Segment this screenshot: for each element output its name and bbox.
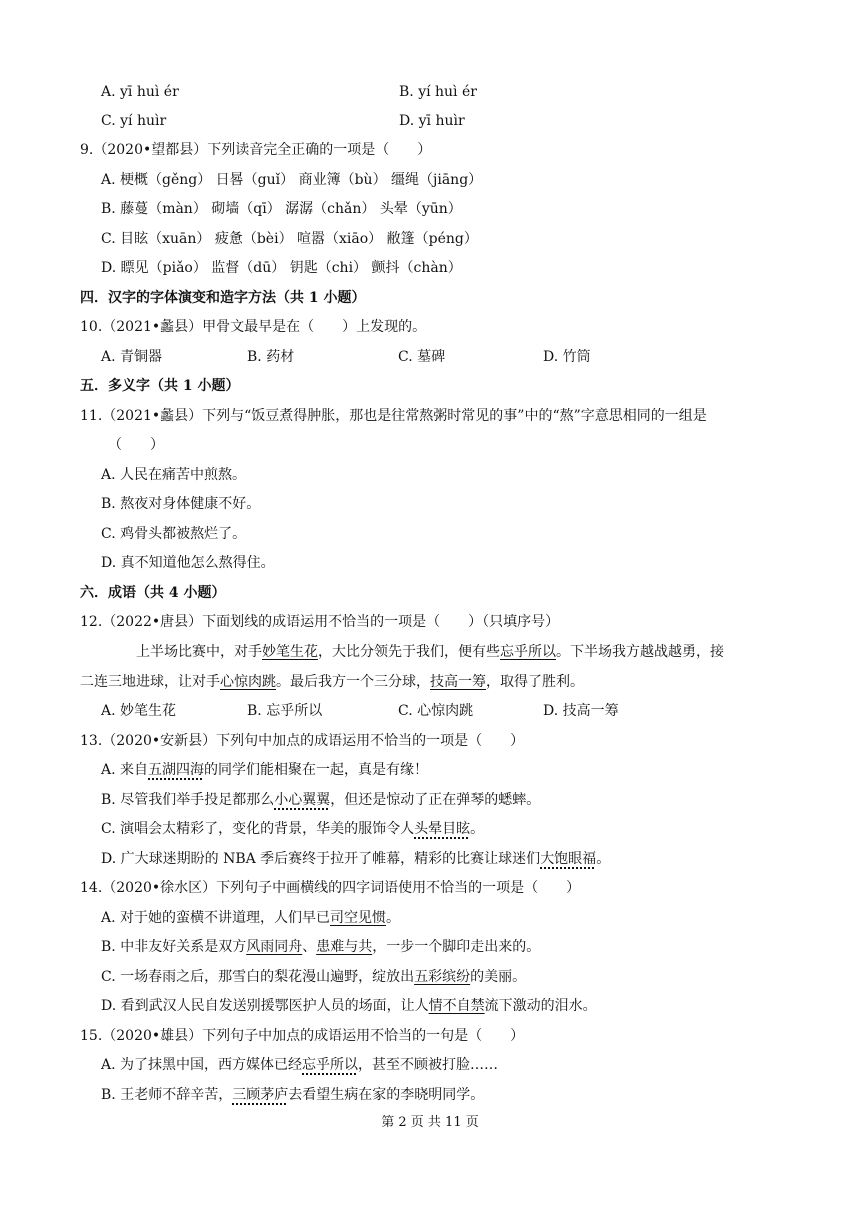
section-heading-5: 五．多义字（共 1 小题）	[80, 378, 240, 394]
q15-option-a: A. 为了抹黑中国，西方媒体已经忘乎所以，甚至不顾被打脸……	[101, 1057, 499, 1073]
q13-option-a: A. 来自五湖四海的同学们能相聚在一起，真是有缘！	[101, 762, 429, 778]
q9-option-a: A. 梗概（gěng） 日晷（guǐ） 商业簿（bù） 缰绳（jiāng）	[101, 172, 483, 188]
q8-option-b: B. yí huì ér	[399, 84, 477, 100]
q14-stem: 14.（2020•徐水区）下列句子中画横线的四字词语使用不恰当的一项是（ ）	[80, 880, 581, 896]
dotted-idiom: 三顾茅庐	[232, 1087, 289, 1103]
q11-option-b: B. 熬夜对身体健康不好。	[101, 496, 261, 512]
section-heading-4: 四．汉字的字体演变和造字方法（共 1 小题）	[80, 290, 366, 306]
q14-option-c: C. 一场春雨之后，那雪白的梨花漫山遍野，绽放出五彩缤纷的美丽。	[101, 969, 527, 985]
q15-option-b: B. 王老师不辞辛苦，三顾茅庐去看望生病在家的李晓明同学。	[101, 1087, 485, 1103]
page-footer: 第 2 页 共 11 页	[381, 1115, 479, 1130]
q11-option-c: C. 鸡骨头都被熬烂了。	[101, 526, 247, 542]
underlined-idiom: 情不自禁	[428, 998, 485, 1014]
underlined-idiom: 忘乎所以	[500, 644, 556, 660]
underlined-idiom: 妙笔生花	[262, 644, 318, 660]
dotted-idiom: 大饱眼福	[540, 851, 597, 867]
q8-option-a: A. yī huì ér	[101, 84, 179, 100]
q9-option-b: B. 藤蔓（màn） 砌墙（qī） 潺潺（chǎn） 头晕（yūn）	[101, 201, 462, 217]
q9-option-d: D. 瞟见（piǎo） 监督（dū） 钥匙（chi） 颤抖（chàn）	[101, 260, 462, 276]
dotted-idiom: 头晕目眩	[414, 821, 471, 837]
q10-option-b: B. 药材	[247, 349, 295, 365]
q11-option-a: A. 人民在痛苦中煎熬。	[101, 467, 247, 483]
q11-option-d: D. 真不知道他怎么熬得住。	[101, 555, 275, 571]
q12-option-d: D. 技高一筹	[543, 703, 619, 719]
underlined-idiom: 技高一筹	[430, 674, 486, 690]
q13-option-c: C. 演唱会太精彩了，变化的背景，华美的服饰令人头晕目眩。	[101, 821, 485, 837]
q14-option-a: A. 对于她的蛮横不讲道理，人们早已司空见惯。	[101, 910, 401, 926]
q9-option-c: C. 目眩（xuān） 疲惫（bèi） 喧嚣（xiāo） 敝篷（péng）	[101, 231, 478, 247]
dotted-idiom: 忘乎所以	[302, 1057, 359, 1073]
underlined-idiom: 司空见惯	[330, 910, 387, 926]
q12-option-c: C. 心惊肉跳	[398, 703, 474, 719]
q15-stem: 15.（2020•雄县）下列句子中加点的成语运用不恰当的一句是（ ）	[80, 1028, 525, 1044]
dotted-idiom: 小心翼翼	[274, 792, 331, 808]
q12-passage-line-2: 二连三地进球，让对手心惊肉跳。最后我方一个三分球，技高一筹，取得了胜利。	[80, 674, 584, 690]
q12-stem: 12.（2022•唐县）下面划线的成语运用不恰当的一项是（ ）（只填序号）	[80, 614, 560, 630]
dotted-idiom: 五湖四海	[148, 762, 205, 778]
q9-stem: 9.（2020•望都县）下列读音完全正确的一项是（ ）	[80, 142, 432, 158]
underlined-idiom: 五彩缤纷	[414, 969, 471, 985]
q13-stem: 13.（2020•安新县）下列句中加点的成语运用不恰当的一项是（ ）	[80, 733, 525, 749]
q13-option-b: B. 尽管我们举手投足都那么小心翼翼，但还是惊动了正在弹琴的蟋蟀。	[101, 792, 541, 808]
q11-stem: 11.（2021•蠡县）下列与“饭豆煮得肿胀，那也是往常熬粥时常见的事”中的“熬”字意思相同的一组是	[80, 408, 707, 424]
q8-option-d: D. yī huìr	[399, 113, 465, 129]
q10-option-d: D. 竹筒	[543, 349, 591, 365]
q12-passage-line-1: 上半场比赛中，对手妙笔生花，大比分领先于我们，便有些忘乎所以。下半场我方越战越勇，接	[136, 644, 724, 660]
underlined-idiom: 风雨同舟	[246, 939, 303, 955]
q12-option-b: B. 忘乎所以	[247, 703, 323, 719]
q14-option-b: B. 中非友好关系是双方风雨同舟、患难与共，一步一个脚印走出来的。	[101, 939, 541, 955]
underlined-idiom: 患难与共	[316, 939, 373, 955]
q14-option-d: D. 看到武汉人民自发送别援鄂医护人员的场面，让人情不自禁流下激动的泪水。	[101, 998, 597, 1014]
q11-stem-blank: （ ）	[108, 437, 164, 453]
q13-option-d: D. 广大球迷期盼的 NBA 季后赛终于拉开了帷幕，精彩的比赛让球迷们大饱眼福。	[101, 851, 611, 867]
q10-option-a: A. 青铜器	[101, 349, 163, 365]
q10-option-c: C. 墓碑	[398, 349, 446, 365]
underlined-idiom: 心惊肉跳	[220, 674, 276, 690]
q12-option-a: A. 妙笔生花	[101, 703, 177, 719]
q8-option-c: C. yí huìr	[101, 113, 167, 129]
section-heading-6: 六．成语（共 4 小题）	[80, 585, 226, 601]
q10-stem: 10.（2021•蠡县）甲骨文最早是在（ ）上发现的。	[80, 319, 427, 335]
